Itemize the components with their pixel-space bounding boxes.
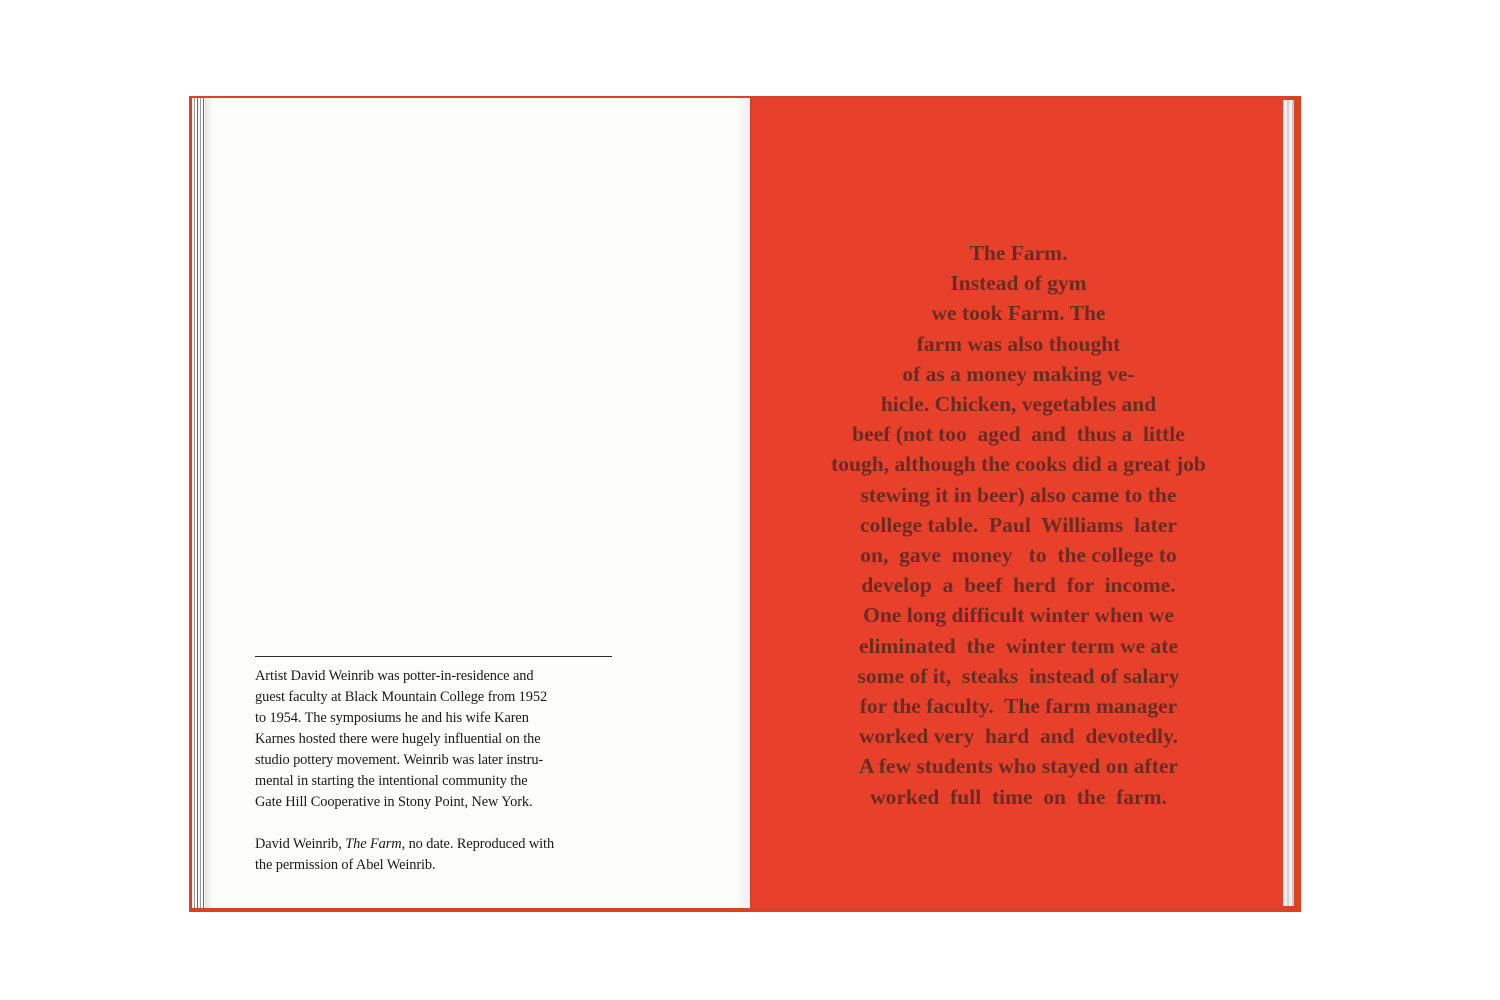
poem-line: on, gave money to the college to xyxy=(860,543,1177,568)
poem-title: The Farm. xyxy=(969,241,1068,265)
poem-line: we took Farm. The xyxy=(931,301,1106,326)
poem-line: farm was also thought xyxy=(916,331,1121,356)
poem-line: develop a beef herd for income. xyxy=(861,573,1176,598)
caption-line: Karnes hosted there were hugely influential on the xyxy=(255,731,541,747)
poem-text xyxy=(752,238,1285,812)
poem-line: worked very hard and devotedly. xyxy=(859,724,1178,749)
poem-line: worked full time on the farm. xyxy=(870,784,1167,809)
credit-line-2: the permission of Abel Weinrib. xyxy=(255,857,436,873)
caption-line: Artist David Weinrib was potter-in-residence and xyxy=(255,668,534,684)
poem-line: eliminated the winter term we ate xyxy=(858,633,1178,658)
poem-line: hicle. Chicken, vegetables and xyxy=(880,392,1157,417)
poem-line: of as a money making ve- xyxy=(902,361,1135,386)
credit-line-1 xyxy=(255,834,615,855)
poem-line: for the faculty. The farm manager xyxy=(859,694,1178,719)
poem-line: A few students who stayed on after xyxy=(859,754,1178,779)
poem-line: stewing it in beer) also came to the xyxy=(860,482,1177,507)
caption-line: Gate Hill Cooperative in Stony Point, New York. xyxy=(255,794,533,810)
credit-title: The Farm xyxy=(345,836,402,852)
credit-note: , no date. Reproduced with xyxy=(401,836,555,852)
caption-line: guest faculty at Black Mountain College from 1952 xyxy=(255,689,548,705)
poem-line: beef (not too aged and thus a little xyxy=(852,422,1185,447)
gutter-shadow xyxy=(735,98,751,908)
caption-bio xyxy=(255,666,615,813)
caption-rule xyxy=(255,656,612,657)
poem-line: some of it, steaks instead of salary xyxy=(857,663,1180,688)
poem-line: college table. Paul Williams later xyxy=(860,512,1177,537)
caption-line: mental in starting the intentional community the xyxy=(255,773,528,789)
poem-line: Instead of gym xyxy=(950,271,1087,296)
caption-line: studio pottery movement. Weinrib was later instru- xyxy=(255,752,544,768)
caption-credit xyxy=(255,834,615,876)
caption-block xyxy=(255,666,615,876)
credit-artist: David Weinrib, xyxy=(255,836,346,852)
poem-line: One long difficult winter when we xyxy=(863,603,1174,628)
poem-line: tough, although the cooks did a great job xyxy=(831,452,1206,477)
caption-line: to 1954. The symposiums he and his wife Karen xyxy=(255,710,529,726)
